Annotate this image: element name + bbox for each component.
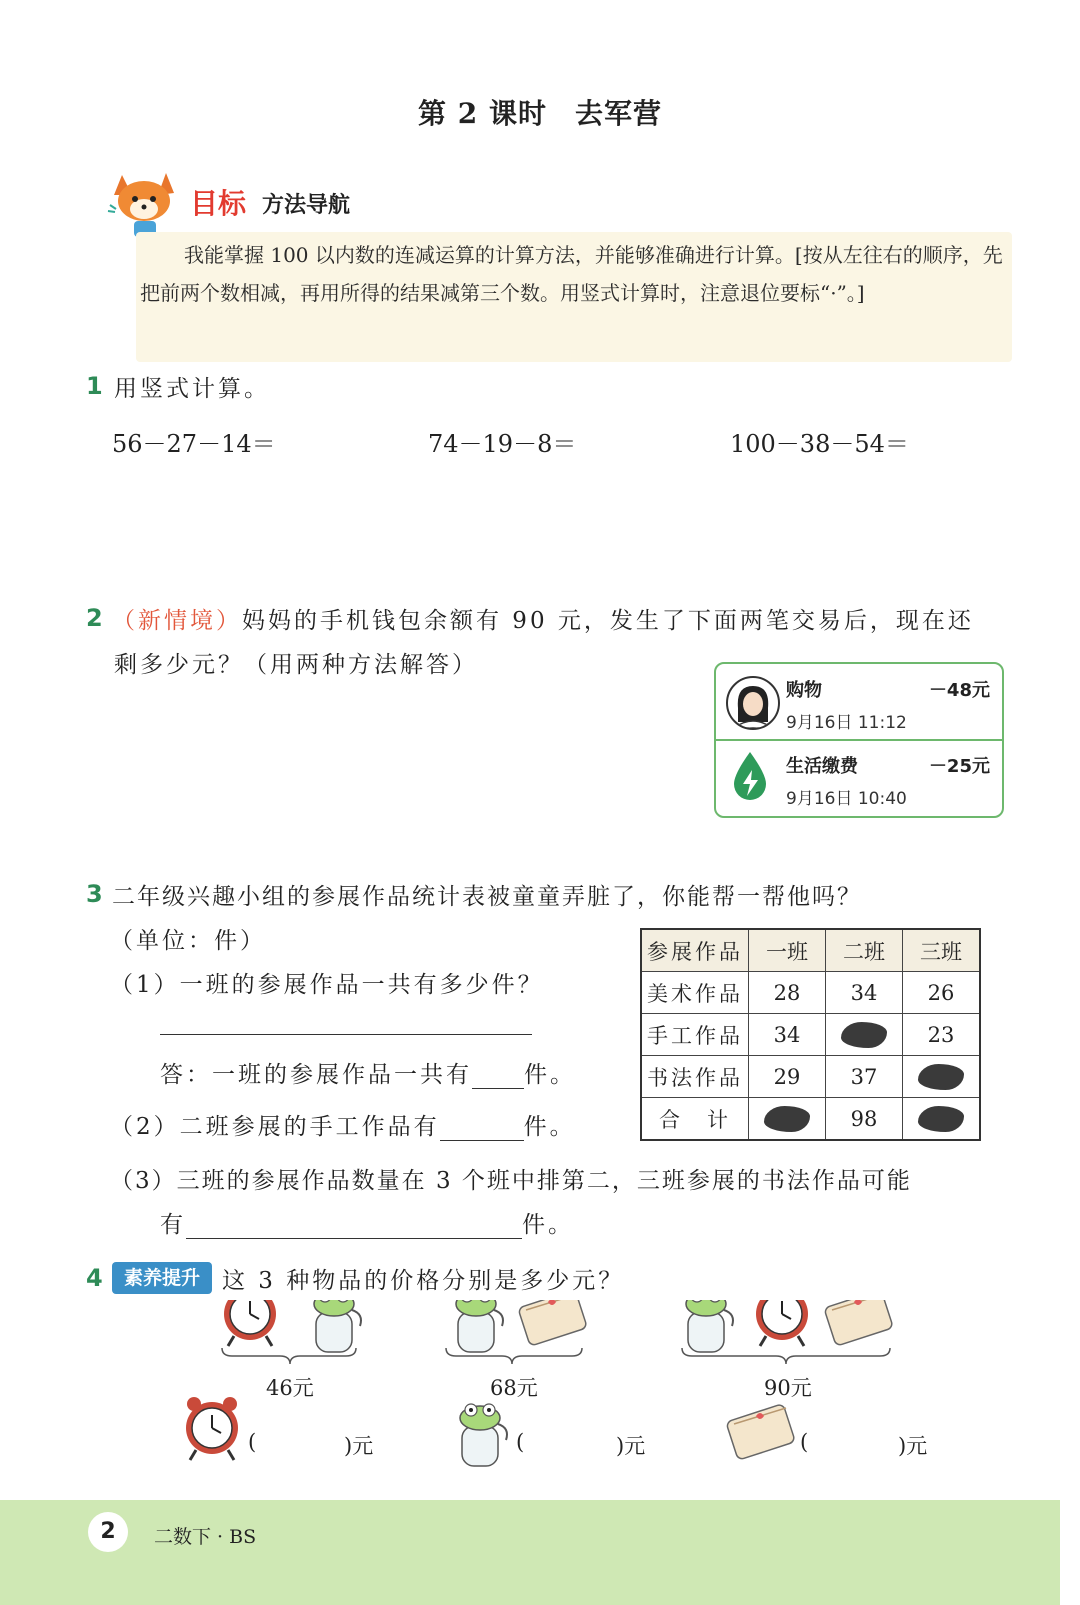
- transaction-1-amount: －48元: [928, 680, 990, 701]
- table-header: 参展作品: [641, 929, 749, 972]
- alarm-clock-icon: [186, 1397, 238, 1460]
- q4-prompt: 这 3 种物品的价格分别是多少元？: [222, 1268, 625, 1294]
- answer-open-3: (: [800, 1430, 809, 1454]
- transaction-2-name: 生活缴费: [786, 756, 858, 777]
- q3-answer-1: 答：一班的参展作品一共有 件。: [160, 1062, 576, 1088]
- frog-bottle-icon: [314, 1300, 361, 1352]
- lesson-topic: 去军营: [574, 97, 662, 130]
- answer-close-2: )元: [616, 1434, 646, 1458]
- ink-smudge: [841, 1022, 887, 1048]
- table-cell: 37: [826, 1056, 903, 1098]
- q2-text: 妈妈的手机钱包余额有 90 元，发生了下面两笔交易后，现在还: [242, 608, 974, 634]
- table-cell: 29: [749, 1056, 826, 1098]
- q2-tag: （新情境）: [112, 608, 242, 634]
- exhibit-stat-table: [640, 928, 981, 1141]
- q3-sub1: （1）一班的参展作品一共有多少件？: [110, 972, 544, 998]
- q3-sub3-line1: （3）三班的参展作品数量在 3 个班中排第二，三班参展的书法作品可能: [110, 1168, 912, 1194]
- answer-close-3: )元: [898, 1434, 928, 1458]
- table-cell: 34: [749, 1014, 826, 1056]
- ink-smudge: [764, 1106, 810, 1132]
- footer-label: 二数下 · BS: [154, 1526, 257, 1548]
- answer-blank-2[interactable]: [440, 1118, 524, 1141]
- frog-bottle-icon: [460, 1404, 507, 1466]
- q3-line1: 二年级兴趣小组的参展作品统计表被童童弄脏了，你能帮一帮他吗？: [112, 884, 862, 910]
- row-label: 手工作品: [641, 1014, 749, 1056]
- table-header: 一班: [749, 929, 826, 972]
- q3-unit: （单位：件）: [110, 928, 266, 954]
- clock-price-input[interactable]: [264, 1430, 344, 1460]
- transaction-card: [714, 662, 1004, 818]
- woman-avatar-icon: [728, 678, 778, 728]
- frog-bottle-price-input[interactable]: [532, 1430, 616, 1460]
- q3-sub3-line2: 有 件。: [160, 1212, 574, 1238]
- row-label: 书法作品: [641, 1056, 749, 1098]
- alarm-clock-icon: [756, 1300, 808, 1346]
- table-row: [641, 1056, 980, 1098]
- alarm-clock-icon: [224, 1300, 276, 1346]
- transaction-1-name: 购物: [786, 680, 822, 701]
- q3-sub2: （2）二班参展的手工作品有 件。: [110, 1114, 576, 1140]
- wallet-icon: [824, 1300, 893, 1346]
- page-number: 2: [88, 1512, 128, 1552]
- q1-prompt: 用竖式计算。: [114, 376, 270, 402]
- wallet-icon: [726, 1404, 795, 1461]
- frog-bottle-icon: [686, 1300, 733, 1352]
- q1-number: 1: [86, 372, 103, 400]
- q1-expr-2: 74－19－8＝: [428, 430, 577, 458]
- row-label: 合 计: [641, 1098, 749, 1141]
- ink-smudge: [918, 1106, 964, 1132]
- table-header: 二班: [826, 929, 903, 972]
- footer-band: [0, 1500, 1060, 1605]
- answer-open-2: (: [516, 1430, 525, 1454]
- group-2-price: 68元: [490, 1376, 538, 1400]
- q4-number: 4: [86, 1264, 103, 1292]
- lesson-number: 第 2 课时: [418, 97, 547, 130]
- q3-number: 3: [86, 880, 103, 908]
- avatar: [726, 676, 780, 730]
- table-cell: 34: [826, 972, 903, 1014]
- frog-bottle-icon: [456, 1300, 503, 1352]
- goal-label-red: 目标: [190, 187, 247, 220]
- answer-close-1: )元: [344, 1434, 374, 1458]
- lesson-title: [0, 92, 1080, 132]
- wallet-price-input[interactable]: [816, 1430, 898, 1460]
- table-cell: 28: [749, 972, 826, 1014]
- transaction-2-amount: －25元: [928, 756, 990, 777]
- q4-badge: 素养提升: [112, 1262, 212, 1294]
- smudged-cell: [903, 1098, 981, 1141]
- table-cell: 98: [826, 1098, 903, 1141]
- answer-blank-1[interactable]: [472, 1066, 524, 1089]
- smudged-cell: [749, 1098, 826, 1141]
- table-cell: 23: [903, 1014, 981, 1056]
- table-cell: 26: [903, 972, 981, 1014]
- table-header: 三班: [903, 929, 981, 972]
- answer-blank-3[interactable]: [186, 1216, 522, 1239]
- table-header-row: [641, 929, 980, 972]
- utility-bolt-icon: [730, 750, 770, 802]
- goal-label-black: 方法导航: [262, 193, 351, 218]
- q2-number: 2: [86, 604, 103, 632]
- group-3-price: 90元: [764, 1376, 812, 1400]
- q3-work-line: [160, 1034, 532, 1035]
- q2-line2: 剩多少元？（用两种方法解答）: [114, 652, 478, 678]
- q1-expr-3: 100－38－54＝: [730, 430, 909, 458]
- wallet-icon: [518, 1300, 587, 1346]
- row-label: 美术作品: [641, 972, 749, 1014]
- answer-open-1: (: [248, 1430, 257, 1454]
- transaction-1-time: 9月16日 11:12: [786, 713, 907, 733]
- table-row: [641, 1098, 980, 1141]
- card-divider: [716, 739, 1002, 741]
- table-row: [641, 972, 980, 1014]
- group-1-price: 46元: [266, 1376, 314, 1400]
- smudged-cell: [826, 1014, 903, 1056]
- q4-figures: [0, 1300, 1080, 1500]
- goal-text: 我能掌握 100 以内数的连减运算的计算方法，并能够准确进行计算。[按从左往右的顺序，先把前两个数相减，再用所得的结果减第三个数。用竖式计算时，注意退位要标“·”。]: [140, 243, 1003, 305]
- transaction-2-time: 9月16日 10:40: [786, 789, 907, 809]
- q2-line1: [112, 602, 1012, 635]
- ink-smudge: [918, 1064, 964, 1090]
- q1-expr-1: 56－27－14＝: [112, 430, 276, 458]
- smudged-cell: [903, 1056, 981, 1098]
- table-row: [641, 1014, 980, 1056]
